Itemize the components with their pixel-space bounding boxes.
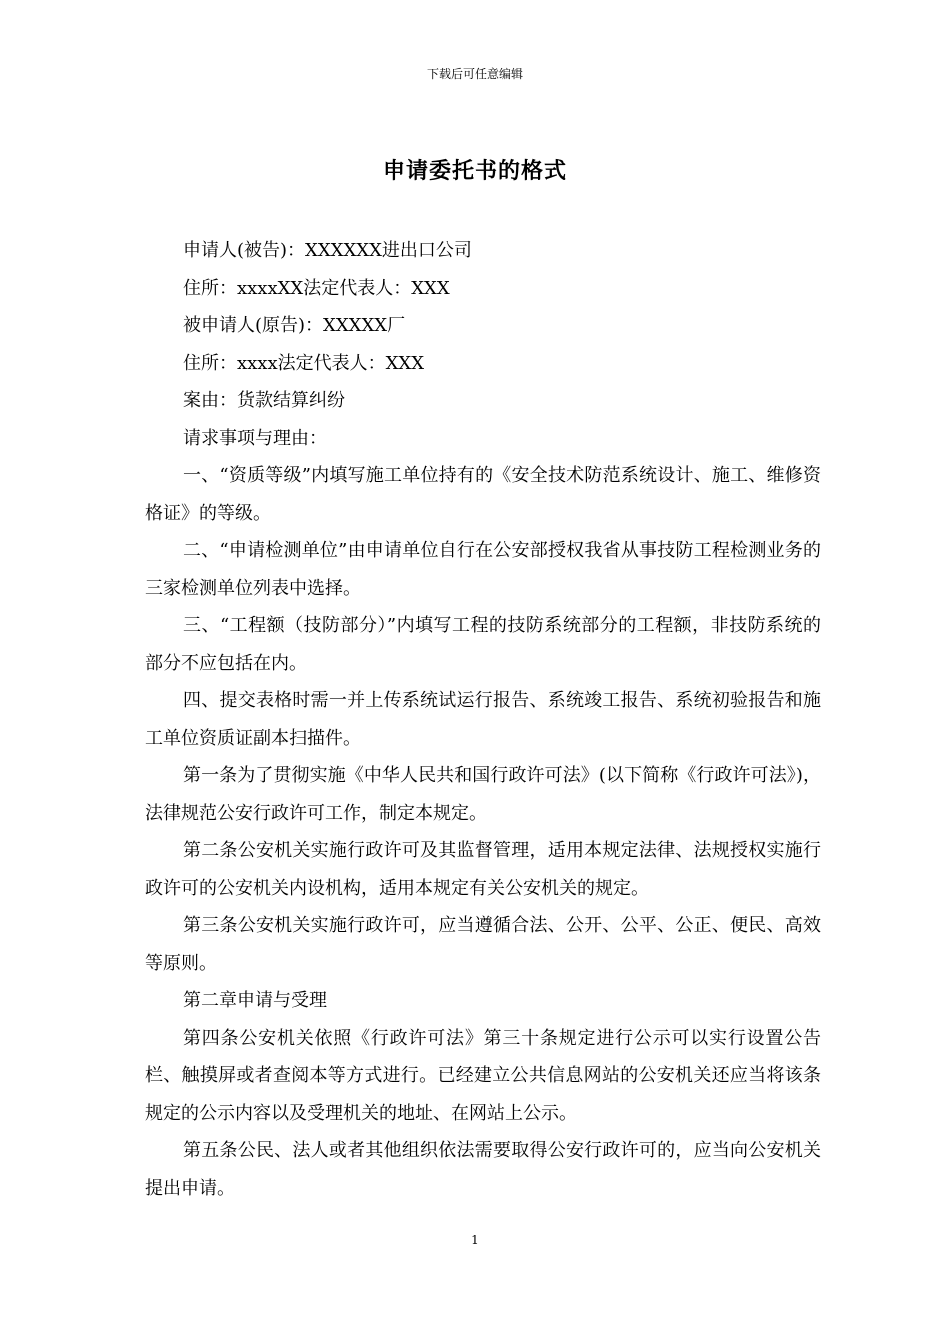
paragraph-applicant: 申请人(被告)：XXXXXX进出口公司: [183, 240, 472, 261]
paragraph-article-2: 第二条公安机关实施行政许可及其监督管理，适用本规定法律、法规授权实施行政许可的公安机关内设机构，适用本规定有关公安机关的规定。: [145, 840, 821, 899]
paragraph-item-3: 三、“工程额（技防部分）”内填写工程的技防系统部分的工程额，非技防系统的部分不应包括在内。: [145, 615, 821, 674]
page-number: 1: [471, 1233, 479, 1247]
paragraph-respondent-address: 住所：xxxx法定代表人：XXX: [183, 352, 425, 374]
paragraph-item-2: 二、“申请检测单位”由申请单位自行在公安部授权我省从事技防工程检测业务的三家检测单位列表中选择。: [145, 540, 821, 599]
paragraph-applicant-address: 住所：xxxxXX法定代表人：XXX: [183, 277, 450, 299]
document-body: [145, 232, 821, 1207]
paragraph-claims-heading: 请求事项与理由：: [183, 427, 327, 449]
paragraph-item-1: 一、“资质等级”内填写施工单位持有的《安全技术防范系统设计、施工、维修资格证》的等级。: [145, 465, 821, 524]
paragraph-article-1: 第一条为了贯彻实施《中华人民共和国行政许可法》(以下简称《行政许可法》)，法律规范公安行政许可工作，制定本规定。: [145, 765, 821, 824]
page-header: 下载后可任意编辑: [426, 67, 523, 81]
paragraph-chapter-2-heading: 第二章申请与受理: [183, 990, 327, 1011]
paragraph-item-4: 四、提交表格时需一并上传系统试运行报告、系统竣工报告、系统初验报告和施工单位资质证副本扫描件。: [145, 690, 821, 749]
paragraph-article-5: 第五条公民、法人或者其他组织依法需要取得公安行政许可的，应当向公安机关提出申请。: [145, 1140, 821, 1199]
paragraph-case-cause: 案由：货款结算纠纷: [183, 390, 345, 411]
paragraph-article-3: 第三条公安机关实施行政许可，应当遵循合法、公开、公平、公正、便民、高效等原则。: [145, 915, 821, 974]
paragraph-respondent: 被申请人(原告)：XXXXX厂: [183, 315, 406, 336]
paragraph-article-4: 第四条公安机关依照《行政许可法》第三十条规定进行公示可以实行设置公告栏、触摸屏或者查阅本等方式进行。已经建立公共信息网站的公安机关还应当将该条规定的公示内容以及受理机关的地址、在网站上公示。: [145, 1027, 821, 1124]
document-title: 申请委托书的格式: [382, 158, 567, 184]
